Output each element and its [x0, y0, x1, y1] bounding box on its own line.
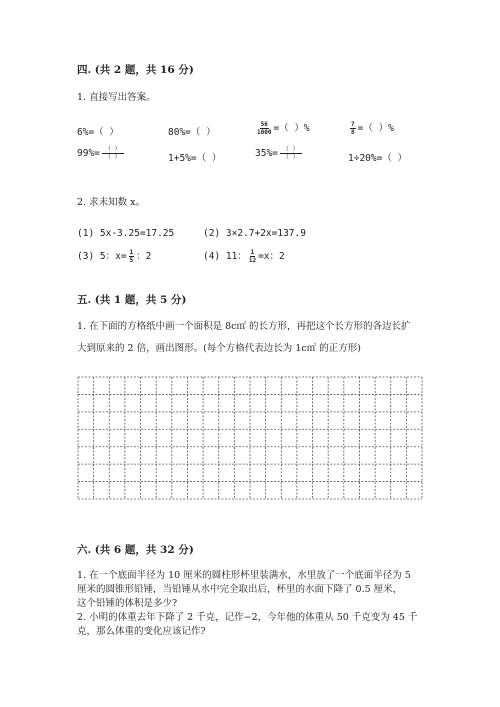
expr-6-percent: 6%=（ ）	[77, 127, 119, 138]
expr-prefix: 35%=	[255, 148, 278, 159]
fraction-denominator: 12	[248, 257, 257, 264]
equation-prefix: (3) 5：x=	[77, 251, 127, 262]
fraction-7-8	[350, 121, 356, 136]
fraction-denominator: 1000	[257, 129, 272, 136]
question-5-1-line-1: 1. 在下面的方格纸中画一个面积是 8c㎡ 的长方形，再把这个长方形的各边长扩	[77, 321, 411, 332]
question-4-2-label: 2. 求未知数 x。	[77, 197, 145, 208]
section-4-title: 四. (共 2 题，共 16 分)	[77, 64, 194, 76]
expr-1-div-20-percent: 1÷20%=（ ）	[348, 153, 408, 164]
fraction-56-1000	[257, 121, 271, 136]
fraction-numerator: 56	[260, 121, 268, 128]
expr-99-percent	[77, 146, 124, 161]
section-6-title: 六. (共 6 题，共 32 分)	[77, 544, 194, 556]
expr-80-percent: 80%=（ ）	[168, 127, 216, 138]
equation-1: (1) 5x-3.25=17.25	[77, 228, 175, 239]
question-6-2-line-1: 2. 小明的体重去年下降了 2 千克，记作−2，今年他的体重从 50 千克变为 45 千	[77, 612, 418, 623]
expr-rest: =（ ）%	[273, 123, 310, 134]
question-6-2-line-2: 克，那么体重的变化应该记作?	[77, 626, 206, 637]
question-6-1-line-2: 厘米的圆锥形铅锤，当铅锤从水中完全取出后，杯里的水面下降了 0.5 厘米，	[77, 584, 403, 595]
fraction-numerator: 1	[250, 249, 255, 256]
equation-suffix: =x：2	[258, 251, 285, 262]
expr-rest: =（ ）%	[357, 123, 394, 134]
fraction-numerator: 7	[351, 121, 355, 128]
square-grid-paper[interactable]	[77, 376, 423, 500]
question-4-1-label: 1. 直接写出答案。	[77, 92, 156, 103]
expr-56-over-1000	[255, 120, 310, 136]
expr-prefix: 99%=	[77, 148, 100, 159]
blank-numerator: （ ）	[280, 146, 302, 154]
section-5-title: 五. (共 1 题，共 5 分)	[77, 294, 187, 306]
equation-3	[77, 248, 151, 264]
question-6-1-line-3: 这个铅锤的体积是多少?	[77, 598, 178, 609]
question-5-1-line-2: 大到原来的 2 倍，画出图形。(每个方格代表边长为 1c㎡ 的正方形)	[77, 343, 361, 354]
equation-prefix: (4) 11：	[203, 251, 247, 262]
blank-numerator: （ ）	[102, 146, 124, 154]
blank-denominator: （ ）	[104, 154, 121, 161]
expr-1-plus-5-percent: 1+5%=（ ）	[168, 153, 222, 164]
equation-suffix: ：2	[136, 251, 152, 262]
fraction-denominator: 8	[351, 129, 355, 136]
question-6-1-line-1: 1. 在一个底面半径为 10 厘米的圆柱形杯里装满水，水里放了一个底面半径为 5	[77, 570, 411, 581]
blank-denominator: （ ）	[282, 154, 299, 161]
fraction-denominator: 5	[129, 257, 134, 264]
expr-7-over-8	[348, 120, 394, 136]
fraction-1-5	[129, 249, 135, 264]
blank-fraction	[280, 146, 302, 161]
expr-35-percent	[255, 146, 302, 161]
blank-fraction	[102, 146, 124, 161]
fraction-numerator: 1	[129, 249, 134, 256]
equation-4	[203, 248, 285, 264]
equation-2: (2) 3×2.7+2x=137.9	[203, 228, 306, 239]
fraction-1-12	[249, 249, 256, 264]
